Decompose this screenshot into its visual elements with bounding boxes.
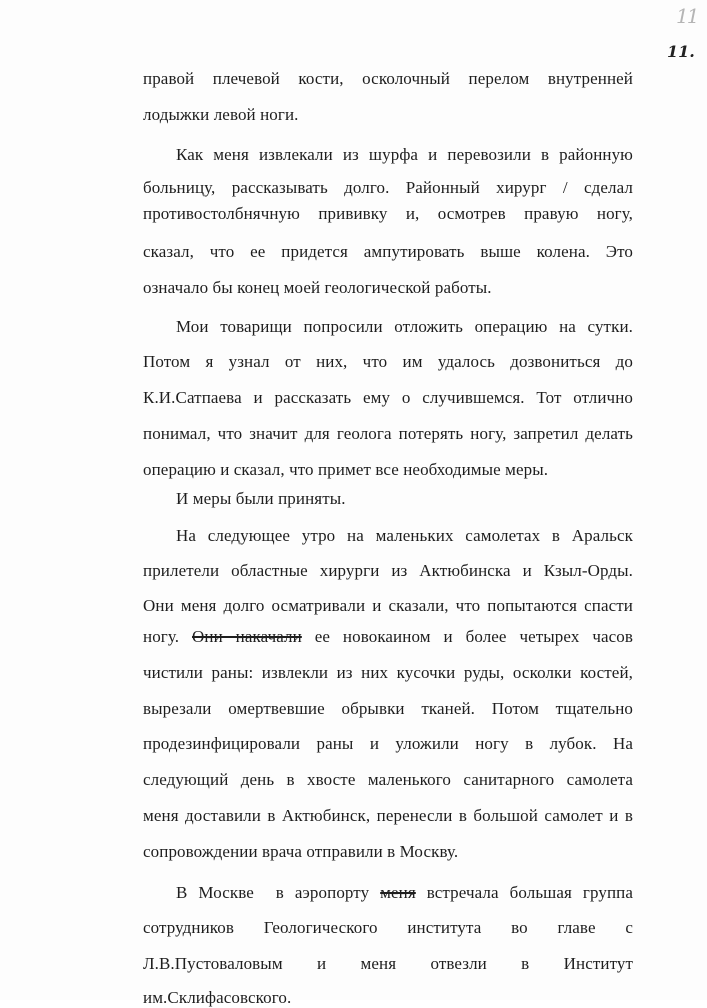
text-line: Потом я узнал от них, что им удалось дозвониться до [143, 352, 633, 371]
struck-text: Они накачали [192, 627, 302, 646]
text-line: противостолбнячную прививку и, осмотрев правую ногу, [143, 204, 633, 223]
text-line: больницу, рассказывать долго. Районный хирург / сделал [143, 178, 633, 197]
text-line: меня доставили в Актюбинск, перенесли в большой самолет и в [143, 806, 633, 825]
text-line-with-strikethrough [176, 883, 633, 903]
text-line: сопровождении врача отправили в Москву. [143, 842, 459, 861]
text-line-with-strikethrough [143, 627, 633, 647]
text-line: И меры были приняты. [176, 489, 346, 508]
text-line: На следующее утро на маленьких самолетах в Аральск [176, 526, 633, 545]
text-line: означало бы конец моей геологической работы. [143, 278, 492, 297]
text-line: понимал, что значит для геолога потерять ногу, запретил делать [143, 424, 633, 443]
text-line: им.Склифасовского. [143, 988, 292, 1007]
text-line: вырезали омертвевшие обрывки тканей. Потом тщательно [143, 699, 633, 718]
text-line: Мои товарищи попросили отложить операцию на сутки. [176, 317, 633, 336]
text-segment: ее новокаином и более четырех часов [301, 627, 633, 646]
text-segment: В Москве в аэропорту [176, 883, 381, 902]
text-line: Они меня долго осматривали и сказали, что попытаются спасти [143, 596, 633, 615]
text-line: сотрудников Геологического института во главе с [143, 918, 633, 937]
text-line: чистили раны: извлекли из них кусочки руды, осколки костей, [143, 663, 633, 682]
struck-text: меня [380, 883, 416, 902]
text-segment: встречала большая группа [415, 883, 633, 902]
text-line: лодыжки левой ноги. [143, 105, 299, 124]
text-line: продезинфицировали раны и уложили ногу в лубок. На [143, 734, 633, 753]
text-line: сказал, что ее придется ампутировать выше колена. Это [143, 242, 633, 261]
text-line: операцию и сказал, что примет все необходимые меры. [143, 460, 549, 479]
archive-sheet-number: 11 [676, 4, 698, 28]
text-line: правой плечевой кости, осколочный перелом внутренней [143, 69, 633, 88]
text-line: Л.В.Пустоваловым и меня отвезли в Институт [143, 954, 633, 973]
page-number: 11. [667, 42, 695, 61]
text-segment: ногу. [143, 627, 193, 646]
text-line: К.И.Сатпаева и рассказать ему о случившемся. Тот отлично [143, 388, 633, 407]
text-line: Как меня извлекали из шурфа и перевозили в районную [176, 145, 633, 164]
text-line: следующий день в хвосте маленького санитарного самолета [143, 770, 633, 789]
text-line: прилетели областные хирурги из Актюбинска и Кзыл-Орды. [143, 561, 633, 580]
